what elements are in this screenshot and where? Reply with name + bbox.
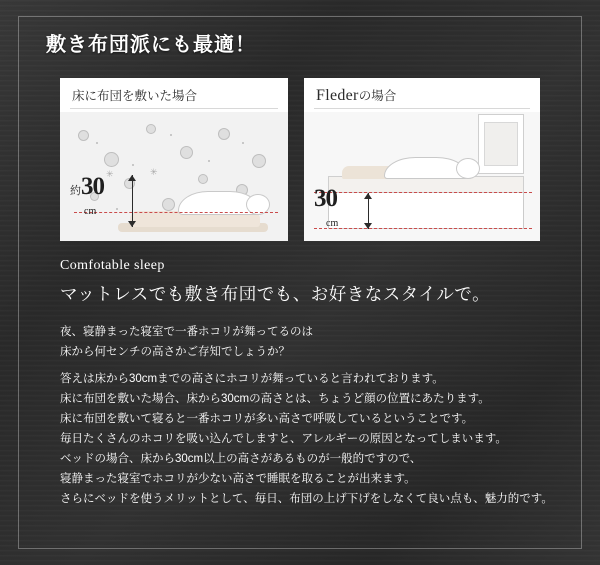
arrow-head-up: [364, 193, 372, 199]
dust-sparkle: ✳: [150, 167, 158, 177]
measure-label-bed: [314, 185, 338, 231]
dust-particle: [180, 146, 193, 159]
measure-value: 30: [314, 185, 337, 212]
panel-floor-divider: [70, 108, 278, 109]
sleeping-person-head: [456, 158, 480, 179]
arrow-head-down: [128, 221, 136, 227]
measure-value: 30: [81, 173, 104, 200]
height-arrow-floor: [124, 175, 140, 227]
dust-particle: [198, 174, 208, 184]
floor-height-guideline: [74, 212, 278, 213]
dust-dot: [170, 134, 172, 136]
dust-dot: [96, 142, 98, 144]
dust-dot: [116, 208, 118, 210]
panel-fleder-bed: [304, 78, 540, 241]
floor-scene: [60, 112, 288, 241]
page-title: 敷き布団派にも最適！: [46, 34, 256, 56]
measure-label-floor: [70, 173, 104, 219]
bed-frame-base: [328, 191, 524, 229]
paragraph-line: 床から何センチの高さかご存知でしょうか？: [60, 346, 290, 358]
panel-fleder-title: [316, 86, 396, 105]
paragraph-line: さらにベッドを使うメリットとして、毎日、布団の上げ下げをしなくて良い点も、魅力的です。: [60, 493, 553, 505]
arrow-head-down: [364, 223, 372, 229]
paragraph-line: 毎日たくさんのホコリを吸い込んでしますと、アレルギーの原因となってしまいます。: [60, 433, 507, 445]
measure-unit: cm: [326, 218, 339, 229]
panel-floor-futon: [60, 78, 288, 241]
paragraph-line: 寝静まった寝室でホコリが少ない高さで睡眠を取ることが出来ます。: [60, 473, 416, 485]
brand-name: Fleder: [316, 87, 359, 104]
paragraph-body: [60, 369, 560, 509]
bed-height-guideline: [314, 192, 532, 193]
subtitle-english: Comfotable sleep: [60, 258, 165, 273]
paragraph-line: 夜、寝静まった寝室で一番ホコリが舞ってるのは: [60, 326, 313, 338]
arrow-head-up: [128, 175, 136, 181]
paragraph-line: 答えは床から30cmまでの高さにホコリが舞っていると言われております。: [60, 373, 444, 385]
dust-particle: [162, 198, 175, 211]
paragraph-line: ベッドの場合、床から30cm以上の高さがあるものが一般的ですので、: [60, 453, 422, 465]
bed-scene: [304, 112, 540, 241]
measure-approx: 約: [70, 185, 81, 197]
dust-particle: [218, 128, 230, 140]
dust-particle: [252, 154, 266, 168]
dust-particle: [78, 130, 89, 141]
arrow-shaft: [132, 175, 133, 227]
measure-unit: cm: [84, 206, 97, 217]
paragraph-question: [60, 322, 560, 362]
panel-fleder-divider: [314, 108, 530, 109]
dust-dot: [242, 142, 244, 144]
lead-sentence: マットレスでも敷き布団でも、お好きなスタイルで。: [60, 284, 491, 304]
dust-sparkle: ✳: [106, 169, 114, 179]
dust-dot: [132, 164, 134, 166]
paragraph-line: 床に布団を敷いた場合、床から30cmの高さとは、ちょうど顔の位置にあたります。: [60, 393, 490, 405]
panel-floor-title: 床に布団を敷いた場合: [72, 89, 198, 103]
paragraph-line: 床に布団を敷いて寝ると一番ホコリが多い高さで呼吸しているということです。: [60, 413, 474, 425]
dust-particle: [104, 152, 119, 167]
height-arrow-bed: [360, 193, 376, 229]
brand-title-suffix: の場合: [358, 89, 397, 103]
floor-level-guideline: [314, 228, 532, 229]
dust-particle: [146, 124, 156, 134]
bed-headboard-panel: [484, 122, 518, 166]
dust-dot: [208, 160, 210, 162]
